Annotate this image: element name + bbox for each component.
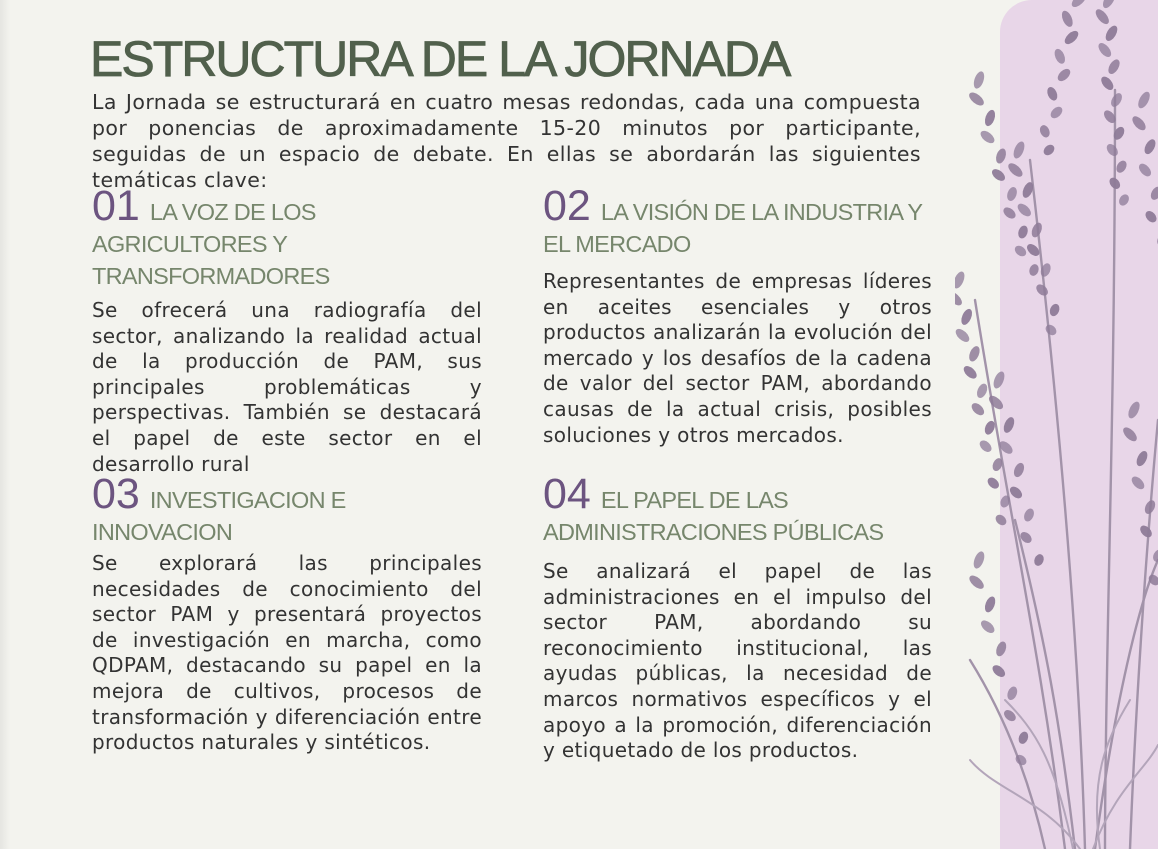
lavender-bud xyxy=(1030,221,1044,239)
section-title: LA VISIÓN DE LA INDUSTRIA Y EL MERCADO xyxy=(543,199,922,257)
lavender-bud xyxy=(1013,244,1028,259)
section-industria xyxy=(543,182,932,448)
lavender-stem xyxy=(970,660,1045,849)
lavender-bud xyxy=(1012,461,1026,478)
lavender-bud xyxy=(1062,29,1080,47)
lavender-bud xyxy=(955,326,972,344)
lavender-bud xyxy=(1069,0,1088,9)
section-heading xyxy=(92,182,482,292)
lavender-bud xyxy=(994,147,1008,165)
section-body: Se explorará las principales necesidades de conocimiento del sector PAM y presentará proyectos de investigación en marcha, como QDPAM, destacando su papel en la mejora de cultivos, procesos de transformación y diferenciación entre productos naturales y sintéticos. xyxy=(92,551,482,755)
lavender-bud xyxy=(1106,58,1122,76)
lavender-bud xyxy=(1006,685,1019,701)
lavender-bud xyxy=(1136,90,1152,110)
lavender-bud xyxy=(1011,140,1026,160)
lavender-bud xyxy=(994,640,1008,658)
lavender-bud xyxy=(1038,124,1051,139)
section-agricultores xyxy=(92,182,482,477)
lavender-bud xyxy=(1129,474,1146,491)
lavender-bud xyxy=(1099,74,1116,92)
section-administraciones xyxy=(543,470,932,764)
section-number: 02 xyxy=(543,182,591,230)
lavender-bud xyxy=(983,109,997,128)
lavender-bud xyxy=(1114,159,1128,175)
section-title: LA VOZ DE LOS AGRICULTORES Y TRANSFORMADORES xyxy=(92,199,330,289)
lavender-bud xyxy=(1005,186,1018,203)
lavender-bud xyxy=(991,370,1006,390)
lavender-bud xyxy=(994,513,1009,528)
lavender-bud xyxy=(987,393,1006,411)
lavender-bud xyxy=(1142,138,1157,156)
lavender-bud xyxy=(961,364,979,381)
lavender-bud xyxy=(1022,507,1036,523)
lavender-bud xyxy=(955,289,964,308)
lavender-bud xyxy=(990,167,1007,183)
lavender-bud xyxy=(1048,302,1061,317)
lavender-stem xyxy=(1030,160,1085,849)
lavender-bud xyxy=(967,573,986,591)
lavender-bud xyxy=(1002,416,1017,435)
lavender-bud xyxy=(978,128,996,145)
lavender-bud xyxy=(1042,143,1057,158)
lavender-bud xyxy=(1143,499,1157,516)
lavender-bud xyxy=(1121,425,1139,444)
lavender-bud xyxy=(959,307,974,326)
lavender-bud xyxy=(1117,193,1131,208)
lavender-bud xyxy=(1053,47,1068,65)
lavender-bud xyxy=(1034,282,1050,298)
section-investigacion xyxy=(92,470,482,756)
lavender-bud xyxy=(1096,41,1113,60)
lavender-bud xyxy=(967,90,986,108)
section-heading xyxy=(92,470,482,548)
lavender-bud xyxy=(990,663,1007,679)
lavender-bud xyxy=(1028,263,1040,277)
section-body: Representantes de empresas líderes en aceites esenciales y otros productos analizarán la evolución del mercado y los desafíos de la cadena de valor del sector PAM, abordando causas de la actual crisis, posibles soluciones y otros mercados. xyxy=(543,269,932,447)
lavender-bud xyxy=(1143,209,1158,225)
lavender-bud xyxy=(1105,142,1121,158)
section-heading xyxy=(543,470,932,548)
lavender-bud xyxy=(985,475,1001,490)
lavender-bud xyxy=(967,345,982,363)
lavender-bud xyxy=(1001,205,1017,221)
lavender-bud xyxy=(972,70,986,90)
lavender-bud xyxy=(1017,730,1030,745)
lavender-bud xyxy=(1055,67,1072,84)
lavender-illustration xyxy=(955,0,1158,849)
lavender-bud xyxy=(977,438,993,454)
section-number: 03 xyxy=(92,470,140,518)
lavender-bud xyxy=(1006,161,1025,179)
section-body: Se analizará el papel de las administraciones en el impulso del sector PAM, abordando su reconocimiento institucional, las ayudas públicas, la necesidad de marcos normativos específicos y el apoyo a la promoción, diferenciación y etiquetado de los productos. xyxy=(543,559,932,763)
lavender-bud xyxy=(972,550,987,570)
lavender-bud xyxy=(1033,553,1046,568)
lavender-bud xyxy=(1137,161,1154,178)
lavender-bud xyxy=(1060,9,1075,28)
lavender-bud xyxy=(979,618,997,635)
lavender-bud xyxy=(1130,114,1148,133)
lavender-bud xyxy=(1045,85,1059,102)
lavender-bud xyxy=(1017,224,1030,239)
lavender-bud xyxy=(1008,484,1025,500)
section-title: INVESTIGACION E INNOVACION xyxy=(92,487,346,545)
lavender-bud xyxy=(1093,7,1111,26)
lavender-bud xyxy=(1109,91,1124,108)
section-number: 01 xyxy=(92,182,140,230)
section-number: 04 xyxy=(543,470,591,518)
lavender-bud xyxy=(1103,24,1119,43)
page-edge-shadow xyxy=(0,0,10,849)
intro-paragraph: La Jornada se estructurará en cuatro mesas redondas, cada una compuesta por ponencias de aproximadamente 15-20 minutos por participante, seguidas de un espacio de debate. En ellas se abordarán las siguientes temáticas clave: xyxy=(92,90,921,192)
lavender-bud xyxy=(955,270,967,290)
lavender-bud xyxy=(1149,185,1158,202)
lavender-bud xyxy=(1101,0,1118,10)
lavender-bud xyxy=(983,595,997,614)
section-title: EL PAPEL DE LAS ADMINISTRACIONES PÚBLICAS xyxy=(543,487,884,545)
lavender-bud xyxy=(975,382,989,400)
lavender-bud xyxy=(1151,548,1158,563)
section-heading xyxy=(543,182,932,260)
lavender-bud xyxy=(1044,323,1059,338)
lavender-bud xyxy=(1126,400,1142,420)
section-body: Se ofrecerá una radiografía del sector, analizando la realidad actual de la producción de PAM, sus principales problemáticas y perspectivas. También se destacará el papel de este sector en el desarrollo rural xyxy=(92,298,482,476)
lavender-bud xyxy=(1134,449,1149,467)
lavender-bud xyxy=(1048,105,1064,121)
lavender-bud xyxy=(969,401,986,418)
lavender-bud xyxy=(1138,523,1154,539)
page-title: ESTRUCTURA DE LA JORNADA xyxy=(90,31,790,87)
lavender-bud xyxy=(1015,201,1033,218)
